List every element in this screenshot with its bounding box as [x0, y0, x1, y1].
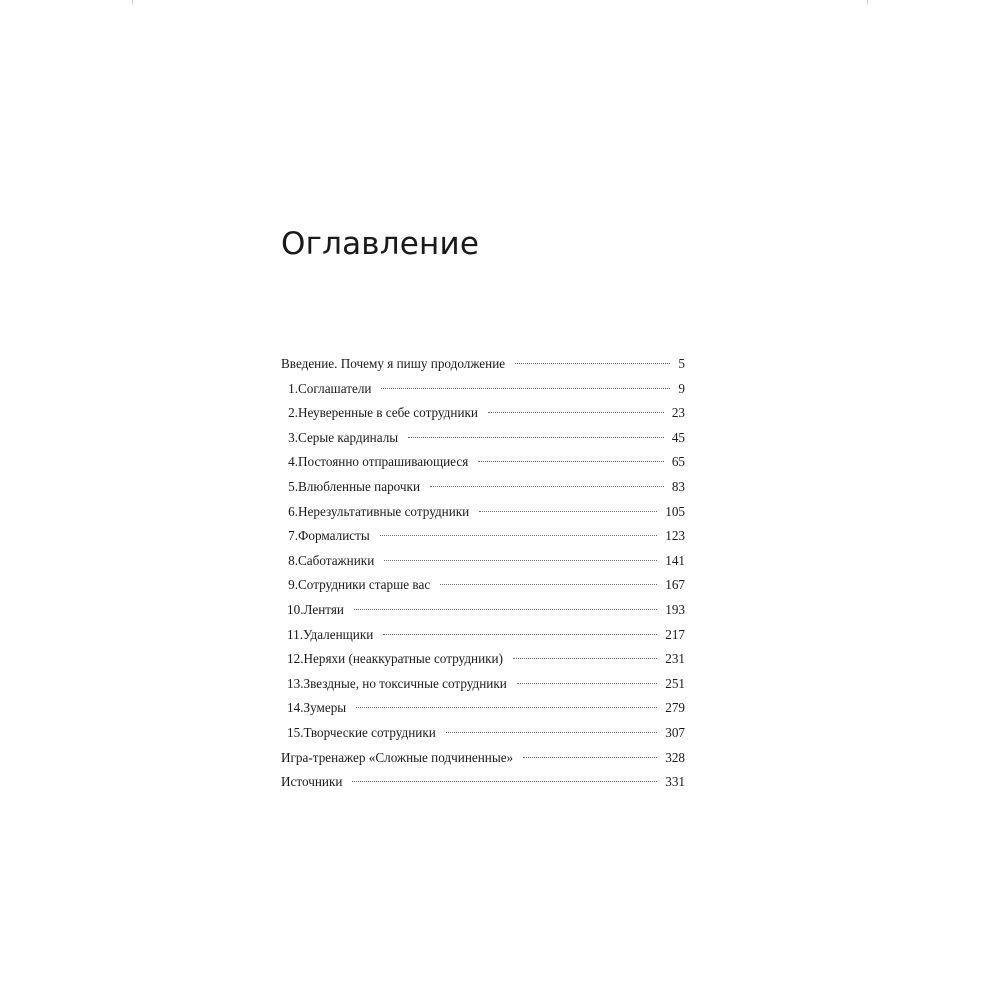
toc-entry-number: 2.	[288, 405, 298, 421]
toc-entry-page: 331	[665, 774, 685, 790]
toc-dot-leader	[356, 706, 657, 708]
toc-entry-label: Соглашатели	[298, 380, 372, 396]
toc-entry-label: Зумеры	[303, 700, 347, 716]
toc-entry-number: 15.	[287, 724, 304, 740]
toc-dot-leader	[446, 731, 657, 733]
toc-dot-leader	[440, 583, 657, 585]
toc-entry-label: Звездные, но токсичные сотрудники	[303, 675, 507, 691]
toc-entry-label: Формалисты	[298, 528, 370, 544]
crop-mark-left	[132, 0, 133, 4]
toc-entry[interactable]	[281, 352, 685, 377]
toc-entry-page: 5	[678, 356, 685, 371]
toc-dot-leader	[408, 436, 664, 438]
table-of-contents	[281, 352, 685, 795]
toc-entry-label: Источники	[281, 774, 343, 790]
toc-entry[interactable]	[281, 401, 685, 426]
toc-entry[interactable]	[281, 450, 685, 475]
toc-entry-label: Серые кардиналы	[298, 429, 399, 445]
toc-entry-page: 45	[671, 429, 685, 445]
toc-entry-number: 3.	[288, 429, 298, 445]
toc-entry-page: 141	[665, 552, 685, 568]
toc-entry-page: 307	[665, 724, 685, 740]
toc-entry[interactable]	[281, 696, 685, 721]
toc-entry-label: Неуверенные в себе сотрудники	[298, 405, 478, 421]
toc-entry[interactable]	[281, 475, 685, 500]
page-title: Оглавление	[281, 226, 480, 262]
toc-entry-label: Творческие сотрудники	[303, 724, 436, 740]
toc-entry-page: 9	[678, 380, 685, 396]
toc-entry-page: 279	[665, 700, 685, 716]
toc-entry-label: Саботажники	[298, 552, 375, 568]
toc-entry-page: 328	[665, 749, 685, 765]
toc-dot-leader	[381, 387, 670, 389]
toc-entry-number: 8.	[288, 552, 298, 568]
toc-entry-page: 105	[665, 503, 685, 519]
toc-dot-leader	[354, 608, 657, 610]
toc-entry-page: 193	[665, 601, 685, 617]
toc-dot-leader	[352, 780, 657, 782]
toc-entry[interactable]	[281, 721, 685, 746]
toc-entry[interactable]	[281, 426, 685, 451]
toc-entry-page: 167	[665, 577, 685, 593]
toc-entry[interactable]	[281, 549, 685, 574]
toc-entry[interactable]	[281, 672, 685, 697]
toc-entry[interactable]	[281, 524, 685, 549]
toc-entry[interactable]	[281, 770, 685, 795]
toc-entry-page: 23	[671, 405, 685, 421]
toc-entry-number: 6.	[288, 503, 298, 519]
toc-dot-leader	[513, 657, 657, 659]
toc-entry-page: 231	[665, 651, 685, 667]
toc-dot-leader	[478, 460, 664, 462]
toc-entry-page: 83	[671, 478, 685, 494]
toc-entry-number: 7.	[288, 528, 298, 544]
toc-entry-label: Постоянно отпрашивающиеся	[298, 454, 469, 470]
toc-entry-number: 12.	[287, 651, 304, 667]
toc-entry[interactable]	[281, 377, 685, 402]
toc-entry[interactable]	[281, 500, 685, 525]
toc-entry-number: 11.	[287, 626, 303, 642]
toc-entry-label: Неряхи (неаккуратные сотрудники)	[303, 651, 504, 667]
toc-dot-leader	[430, 485, 664, 487]
toc-entry[interactable]	[281, 746, 685, 771]
toc-entry-label: Игра-тренажер «Сложные подчиненные»	[281, 749, 514, 765]
toc-entry-label: Сотрудники старше вас	[298, 577, 431, 593]
toc-entry-number: 5.	[288, 478, 298, 494]
toc-entry-label: Лентяи	[303, 601, 344, 617]
toc-dot-leader	[523, 756, 657, 758]
toc-entry-page: 251	[665, 675, 685, 691]
toc-dot-leader	[515, 362, 670, 364]
toc-entry-page: 123	[665, 528, 685, 544]
toc-entry[interactable]	[281, 647, 685, 672]
toc-dot-leader	[380, 534, 657, 536]
toc-entry-label: Влюбленные парочки	[298, 478, 421, 494]
toc-entry-number: 4.	[288, 454, 298, 470]
toc-dot-leader	[488, 411, 664, 413]
toc-entry-label: Нерезультативные сотрудники	[298, 503, 470, 519]
toc-entry[interactable]	[281, 573, 685, 598]
toc-dot-leader	[517, 682, 657, 684]
crop-mark-right	[867, 0, 868, 4]
toc-dot-leader	[479, 510, 657, 512]
toc-entry-page: 217	[665, 626, 685, 642]
toc-entry-label: Введение. Почему я пишу продолжение	[281, 356, 506, 371]
toc-entry-number: 10.	[287, 601, 304, 617]
toc-entry-number: 9.	[288, 577, 298, 593]
toc-entry-page: 65	[671, 454, 685, 470]
toc-entry[interactable]	[281, 623, 685, 648]
toc-entry-number: 13.	[287, 675, 304, 691]
toc-entry-label: Удаленщики	[303, 626, 374, 642]
toc-dot-leader	[384, 559, 657, 561]
toc-entry-number: 1.	[288, 380, 298, 396]
toc-dot-leader	[383, 633, 657, 635]
toc-entry-number: 14.	[287, 700, 304, 716]
toc-entry[interactable]	[281, 598, 685, 623]
